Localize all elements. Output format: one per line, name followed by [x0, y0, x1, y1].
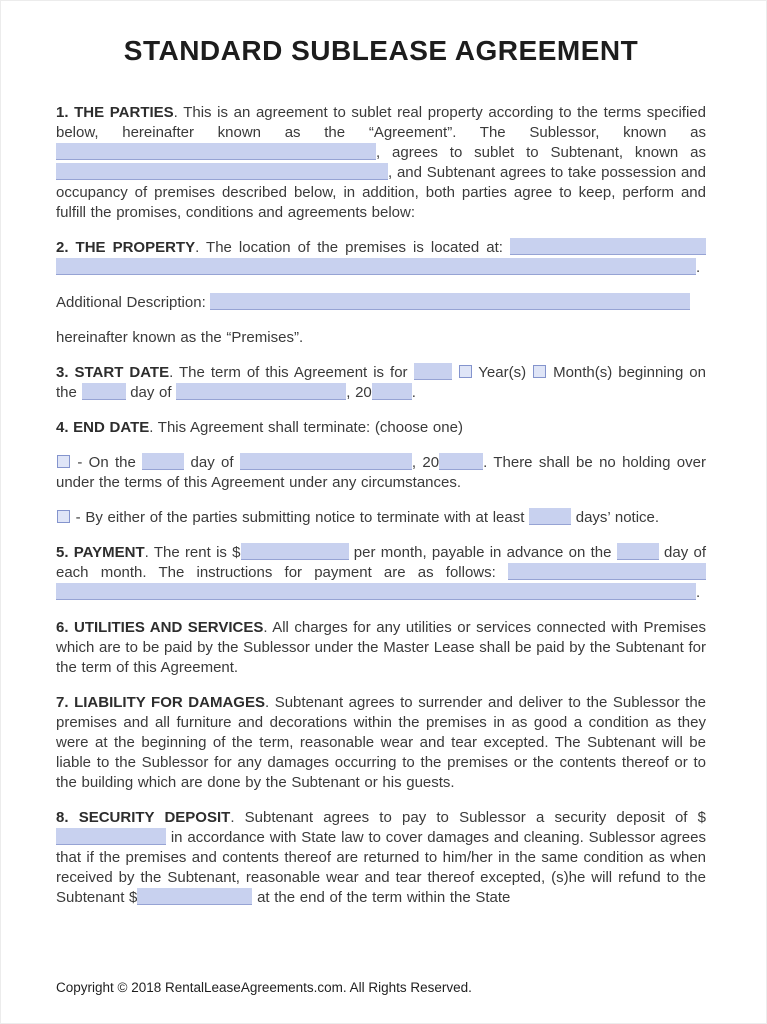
section-3-start-date: [56, 363, 706, 403]
payment-day-field[interactable]: [617, 543, 659, 560]
refund-amount-field[interactable]: [137, 888, 252, 905]
text-run: - On the: [71, 454, 143, 471]
text-run: [452, 364, 458, 381]
section-8-security-deposit: [56, 808, 706, 908]
text-run: days’ notice.: [571, 509, 660, 526]
subtenant-name-field[interactable]: [56, 163, 388, 180]
text-run: at the end of the term within the State: [252, 889, 511, 906]
section-5-payment: [56, 543, 706, 603]
text-run: Month(s) beginning on the: [56, 364, 706, 401]
text-run: day of: [184, 454, 240, 471]
document-page: [1, 1, 766, 908]
years-checkbox[interactable]: [459, 365, 472, 378]
term-length-field[interactable]: [414, 363, 452, 380]
copyright-footer: Copyright © 2018 RentalLeaseAgreements.com. All Rights Reserved.: [56, 980, 472, 995]
text-run: . This is an agreement to sublet real property according to the terms specified below, hereinafter known as the “Agreement”. The Sublessor, known as: [56, 104, 706, 141]
section-heading: 6. UTILITIES AND SERVICES: [56, 619, 264, 636]
text-run: .: [411, 384, 416, 401]
text-run: in accordance with State law to cover damages and cleaning. Sublessor agrees that if the premises and contents thereof are returned to him/her in the same condition as when received by the Subtenant, reasonable wear and tear thereof excepted, (s)he will refund to the Subtenant $: [56, 829, 706, 906]
text-run: Additional Description:: [56, 294, 211, 311]
months-checkbox[interactable]: [533, 365, 546, 378]
start-month-field[interactable]: [176, 383, 346, 400]
section-heading: 8. SECURITY DEPOSIT: [56, 809, 231, 826]
fixed-end-date-checkbox[interactable]: [57, 455, 70, 468]
text-run: hereinafter known as the “Premises”.: [56, 329, 304, 346]
end-date-option-fixed: [56, 453, 706, 493]
section-6-utilities-and-services: [56, 618, 706, 678]
text-run: per month, payable in advance on the: [348, 544, 617, 561]
text-run: . Subtenant agrees to pay to Sublessor a security deposit of $: [230, 809, 706, 826]
text-run: day of: [125, 384, 177, 401]
text-run: , 20: [411, 454, 440, 471]
premises-note-line: [56, 328, 706, 348]
end-month-field[interactable]: [240, 453, 412, 470]
start-day-field[interactable]: [82, 383, 126, 400]
section-heading: 4. END DATE: [56, 419, 150, 436]
section-heading: 5. PAYMENT: [56, 544, 145, 561]
section-heading: 1. THE PARTIES: [56, 104, 174, 121]
start-year-field[interactable]: [372, 383, 412, 400]
text-run: day of each month. The instructions for payment are as follows:: [56, 544, 707, 581]
section-4-end-date: [56, 418, 706, 438]
security-deposit-amount-field[interactable]: [56, 828, 166, 845]
section-heading: 7. LIABILITY FOR DAMAGES: [56, 694, 265, 711]
text-run: , 20: [346, 384, 372, 401]
notice-days-field[interactable]: [529, 508, 571, 525]
text-run: .: [696, 584, 701, 601]
document-title: STANDARD SUBLEASE AGREEMENT: [123, 35, 639, 66]
end-date-option-notice: [56, 508, 706, 528]
text-run: . Subtenant agrees to surrender and deliver to the Sublessor the premises and all furniture and decorations within the premises in as good a condition as they were at the beginning of the term, reasonable wear and tear excepted. The Subtenant will be liable to the Sublessor for any damages occurring to the premises or the contents thereof or to the building which are done by the Subtenant or his guests.: [56, 694, 707, 791]
section-7-liability-for-damages: [56, 693, 706, 793]
text-run: - By either of the parties submitting notice to terminate with at least: [71, 509, 530, 526]
payment-instructions-field-line2[interactable]: [56, 583, 696, 600]
additional-description-field[interactable]: [210, 293, 690, 310]
text-run: .: [696, 259, 701, 276]
section-1-the-parties: [56, 103, 706, 223]
property-address-field-line1[interactable]: [510, 238, 706, 255]
sublessor-name-field[interactable]: [56, 143, 376, 160]
text-run: . There shall be no holding over under the terms of this Agreement under any circumstances.: [56, 454, 706, 491]
text-run: , and Subtenant agrees to take possession and occupancy of premises described below, in addition, both parties agree to keep, perform and fulfill the promises, conditions and agreements below:: [56, 164, 706, 221]
section-heading: 2. THE PROPERTY: [56, 239, 196, 256]
notice-termination-checkbox[interactable]: [57, 510, 70, 523]
end-day-field[interactable]: [142, 453, 184, 470]
section-2-the-property: [56, 238, 706, 278]
text-run: . The location of the premises is located at:: [195, 239, 511, 256]
text-run: , agrees to sublet to Subtenant, known as: [376, 144, 706, 161]
end-year-field[interactable]: [439, 453, 483, 470]
section-heading: 3. START DATE: [56, 364, 170, 381]
additional-description-line: [56, 293, 706, 313]
text-run: . The rent is $: [144, 544, 241, 561]
text-run: . The term of this Agreement is for: [169, 364, 414, 381]
property-address-field-line2[interactable]: [56, 258, 696, 275]
payment-instructions-field-line1[interactable]: [508, 563, 706, 580]
rent-amount-field[interactable]: [241, 543, 349, 560]
text-run: Year(s): [472, 364, 533, 381]
text-run: . This Agreement shall terminate: (choose one): [149, 419, 463, 436]
text-run: . All charges for any utilities or services connected with Premises which are to be paid by the Sublessor under the Master Lease shall be paid by the Subtenant for the term of this Agreement.: [56, 619, 706, 676]
